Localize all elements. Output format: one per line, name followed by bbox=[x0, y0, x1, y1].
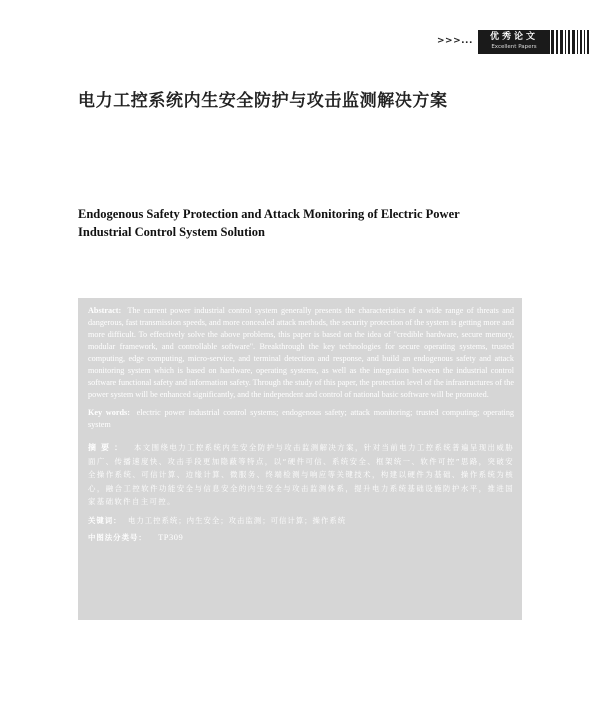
abstract-cn bbox=[88, 441, 514, 509]
decorative-stripes bbox=[551, 30, 591, 54]
paper-title-cn: 电力工控系统内生安全防护与攻击监测解决方案 bbox=[78, 91, 448, 111]
keywords-text: electric power industrial control systems; endogenous safety; attack monitoring; trusted computing; operating system bbox=[88, 408, 515, 429]
keywords-cn bbox=[88, 514, 514, 527]
keywords-label: Key words: bbox=[88, 408, 130, 417]
keywords-cn-text: 电力工控系统；内生安全；攻击监测；可信计算；操作系统 bbox=[127, 515, 347, 525]
section-badge-cn: 优秀论文 bbox=[489, 32, 538, 42]
abstract-box bbox=[78, 298, 522, 620]
keywords-cn-label: 关键词： bbox=[88, 515, 122, 525]
clc-code: TP309 bbox=[158, 531, 184, 542]
paper-title-en-line1: Endogenous Safety Protection and Attack Monitoring of Electric Power bbox=[78, 207, 460, 221]
abstract-label: Abstract: bbox=[88, 306, 122, 315]
abstract-text: The current power industrial control system generally presents the characteristics of a wide range of threats and dangerous, fast transmission speeds, and more concealed attack methods, the security protection of the system is getting more and more difficult. To effectively solve the above problems, this paper is based on the idea of "credible hardware, secure memory, modular framework, and controllable software". Breakthrough the key technologies for secure operating systems, trusted computing, edge computing, micro-service, and terminal detection and response, and build an endogenous safety and attack monitoring system which is based on hardware, operating systems, as well as the integration between the industrial control software functional safety and information safety. Through the study of this paper, the protection level of the infrastructures of the power system will be enhanced significantly, and the independent and control of national basic software will be promoted. bbox=[88, 306, 514, 399]
section-badge-en: Excellent Papers bbox=[491, 44, 537, 50]
keywords-en bbox=[88, 407, 514, 431]
abstract-en bbox=[88, 305, 514, 401]
section-badge bbox=[478, 30, 550, 54]
journal-header bbox=[0, 14, 600, 50]
header-arrows: >>>... bbox=[437, 36, 473, 46]
abstract-cn-label: 摘要： bbox=[88, 443, 128, 452]
paper-title-en bbox=[78, 205, 518, 241]
clc-label: 中图法分类号： bbox=[88, 532, 147, 542]
abstract-cn-text: 本文围绕电力工控系统内生安全防护与攻击监测解决方案，针对当前电力工控系统普遍呈现出威胁面广、传播速度快、攻击手段更加隐蔽等特点，以“硬件可信、系统安全、框架统一、软件可控”思路，突破安全操作系统、可信计算、边缘计算、微服务、终端检测与响应等关键技术，构建以硬件为基础、操作系统为核心，融合工控软件功能安全与信息安全的内生安全与攻击监测体系，提升电力系统基础设施防护水平，推进国家基础软件自主可控。 bbox=[88, 443, 515, 506]
paper-title-en-line2: Industrial Control System Solution bbox=[78, 225, 265, 239]
classification-number bbox=[88, 531, 514, 544]
